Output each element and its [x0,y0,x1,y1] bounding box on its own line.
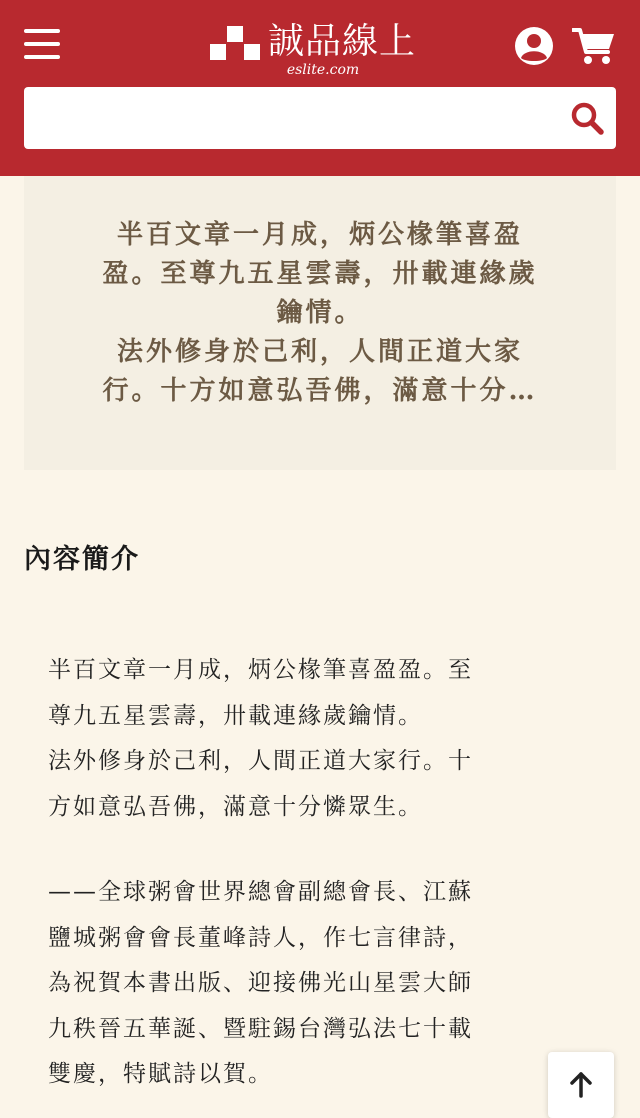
site-header [0,0,640,176]
intro-poem-line: 法外修身於己利，人間正道大家行。十 [48,748,473,774]
search-bar [24,87,616,149]
content-intro-text [48,648,540,1098]
shopping-cart-icon[interactable] [572,26,616,66]
hamburger-menu-icon[interactable] [24,29,60,59]
site-logo[interactable] [210,18,430,82]
banner-poem [80,216,560,411]
logo-blocks-icon [210,26,260,62]
intro-poem-line: 方如意弘吾佛，滿意十分憐眾生。 [48,793,423,820]
menu-bar [24,42,60,46]
banner-line: 法外修身於己利，人間正道大家 [116,337,523,367]
banner-line: 鑰情。 [276,298,364,328]
intro-poem-line: 半百文章一月成，炳公椽筆喜盈盈。至 [48,657,473,683]
back-to-top-button[interactable] [548,1052,614,1118]
user-account-icon[interactable] [514,26,554,66]
intro-attribution-line: 雙慶，特賦詩以賀。 [48,1061,273,1087]
banner-line: 盈。至尊九五星雲壽，卅載連緣歲 [102,259,538,289]
intro-attribution-line: 鹽城粥會會長董峰詩人，作七言律詩， [48,924,473,951]
intro-attribution-line: 九秩晉五華誕、暨駐錫台灣弘法七十載 [48,1015,473,1042]
poem-banner-image [24,176,616,470]
menu-bar [24,55,60,59]
brand-name: 誠品線上 [268,21,417,62]
banner-line: 半百文章一月成，炳公椽筆喜盈 [116,220,523,250]
banner-line: 行。十方如意弘吾佛，滿意十分… [102,376,538,406]
search-icon[interactable] [570,101,604,135]
intro-attribution-line: 為祝賀本書出版、迎接佛光山星雲大師 [48,970,473,996]
arrow-up-icon [567,1070,595,1098]
intro-poem-line: 尊九五星雲壽，卅載連緣歲鑰情。 [48,702,423,729]
menu-bar [24,29,60,33]
intro-attribution-line: ——全球粥會世界總會副總會長、江蘇 [48,879,473,905]
brand-domain: eslite.com [286,62,360,78]
paragraph-gap [48,830,540,870]
section-title-content-intro: 內容簡介 [24,544,140,575]
search-input[interactable] [24,87,564,149]
